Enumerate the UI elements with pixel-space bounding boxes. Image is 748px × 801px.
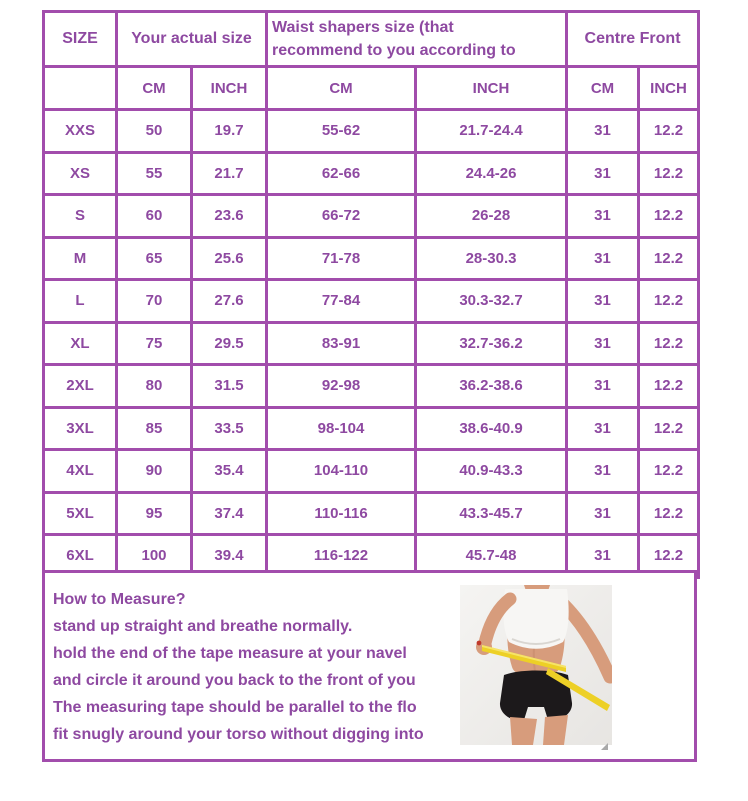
measurement-cell: 12.2	[639, 365, 699, 408]
measurement-cell: 12.2	[639, 322, 699, 365]
measurement-cell: 37.4	[192, 492, 267, 535]
measurement-cell: 12.2	[639, 407, 699, 450]
measurement-cell: 70	[117, 280, 192, 323]
measurement-cell: 75	[117, 322, 192, 365]
size-label-cell: XS	[44, 152, 117, 195]
measurement-cell: 43.3-45.7	[416, 492, 567, 535]
measure-instruction-line: stand up straight and breathe normally.	[53, 618, 353, 635]
measurement-cell: 12.2	[639, 110, 699, 153]
measurement-cell: 45.7-48	[416, 535, 567, 578]
how-to-measure-text	[53, 586, 424, 748]
measurement-cell: 95	[117, 492, 192, 535]
measurement-cell: 31	[567, 365, 639, 408]
measurement-cell: 31	[567, 535, 639, 578]
size-label-cell: S	[44, 195, 117, 238]
measurement-cell: 66-72	[267, 195, 416, 238]
header-waist-line2: recommend to you according to	[272, 42, 516, 59]
measurement-cell: 31	[567, 237, 639, 280]
measurement-cell: 31	[567, 152, 639, 195]
measurement-cell: 100	[117, 535, 192, 578]
measurement-cell: 31	[567, 322, 639, 365]
size-label-cell: XXS	[44, 110, 117, 153]
photo-corner-fold-glyph	[601, 743, 608, 750]
measurement-cell: 55-62	[267, 110, 416, 153]
measurement-cell: 90	[117, 450, 192, 493]
table-row	[44, 152, 699, 195]
measurement-cell: 35.4	[192, 450, 267, 493]
measurement-cell: 31	[567, 195, 639, 238]
table-row	[44, 280, 699, 323]
header-waist-line1: Waist shapers size (that	[272, 19, 454, 36]
measurement-cell: 36.2-38.6	[416, 365, 567, 408]
measurement-cell: 12.2	[639, 280, 699, 323]
size-chart-table	[42, 10, 700, 579]
size-label-cell: 4XL	[44, 450, 117, 493]
header-waist-cm: CM	[267, 67, 416, 110]
size-chart-header	[44, 12, 699, 110]
size-label-cell: XL	[44, 322, 117, 365]
measurement-cell: 30.3-32.7	[416, 280, 567, 323]
measurement-cell: 85	[117, 407, 192, 450]
header-row-1	[44, 12, 699, 67]
measurement-cell: 12.2	[639, 195, 699, 238]
measure-instruction-line: and circle it around you back to the front of you	[53, 672, 416, 689]
header-actual-cm: CM	[117, 67, 192, 110]
table-row	[44, 237, 699, 280]
size-label-cell: L	[44, 280, 117, 323]
measurement-cell: 32.7-36.2	[416, 322, 567, 365]
measurement-cell: 50	[117, 110, 192, 153]
measurement-cell: 28-30.3	[416, 237, 567, 280]
measurement-cell: 29.5	[192, 322, 267, 365]
waist-measurement-photo	[460, 585, 612, 745]
measurement-cell: 83-91	[267, 322, 416, 365]
measurement-cell: 31	[567, 280, 639, 323]
size-label-cell: 2XL	[44, 365, 117, 408]
measurement-cell: 62-66	[267, 152, 416, 195]
measurement-cell: 98-104	[267, 407, 416, 450]
table-row	[44, 110, 699, 153]
measurement-cell: 77-84	[267, 280, 416, 323]
header-waist-shapers	[267, 12, 567, 67]
measurement-cell: 104-110	[267, 450, 416, 493]
measurement-cell: 21.7-24.4	[416, 110, 567, 153]
measurement-cell: 31	[567, 110, 639, 153]
table-row	[44, 450, 699, 493]
measurement-cell: 23.6	[192, 195, 267, 238]
table-row	[44, 407, 699, 450]
measurement-cell: 116-122	[267, 535, 416, 578]
how-to-measure-box	[42, 570, 697, 762]
measurement-cell: 60	[117, 195, 192, 238]
measurement-cell: 24.4-26	[416, 152, 567, 195]
measure-instruction-line: The measuring tape should be parallel to the flo	[53, 699, 417, 716]
measurement-cell: 27.6	[192, 280, 267, 323]
measurement-cell: 26-28	[416, 195, 567, 238]
table-row	[44, 365, 699, 408]
measurement-cell: 31	[567, 450, 639, 493]
header-actual-inch: INCH	[192, 67, 267, 110]
header-row-2	[44, 67, 699, 110]
measurement-cell: 40.9-43.3	[416, 450, 567, 493]
measurement-cell: 12.2	[639, 492, 699, 535]
measurement-cell: 55	[117, 152, 192, 195]
measurement-cell: 39.4	[192, 535, 267, 578]
header-blank-cell	[44, 67, 117, 110]
header-centre-cm: CM	[567, 67, 639, 110]
measurement-cell: 25.6	[192, 237, 267, 280]
size-label-cell: 6XL	[44, 535, 117, 578]
measurement-cell: 80	[117, 365, 192, 408]
measurement-cell: 31.5	[192, 365, 267, 408]
measurement-cell: 19.7	[192, 110, 267, 153]
measurement-cell: 33.5	[192, 407, 267, 450]
table-row	[44, 195, 699, 238]
header-centre-front: Centre Front	[567, 12, 699, 67]
measurement-cell: 92-98	[267, 365, 416, 408]
measure-instruction-line: fit snugly around your torso without digging into	[53, 726, 424, 743]
header-waist-inch: INCH	[416, 67, 567, 110]
measurement-cell: 110-116	[267, 492, 416, 535]
measurement-cell: 38.6-40.9	[416, 407, 567, 450]
size-table-body	[44, 110, 699, 578]
measurement-cell: 21.7	[192, 152, 267, 195]
measurement-cell: 12.2	[639, 152, 699, 195]
measurement-cell: 65	[117, 237, 192, 280]
size-label-cell: M	[44, 237, 117, 280]
size-label-cell: 5XL	[44, 492, 117, 535]
table-row	[44, 322, 699, 365]
measurement-cell: 12.2	[639, 450, 699, 493]
table-row	[44, 492, 699, 535]
measurement-cell: 12.2	[639, 535, 699, 578]
size-label-cell: 3XL	[44, 407, 117, 450]
measurement-cell: 12.2	[639, 237, 699, 280]
measurement-cell: 71-78	[267, 237, 416, 280]
how-to-measure-title: How to Measure?	[53, 591, 186, 608]
header-centre-inch: INCH	[639, 67, 699, 110]
measurement-cell: 31	[567, 407, 639, 450]
waist-measurement-illustration	[460, 585, 612, 745]
measure-instruction-line: hold the end of the tape measure at your navel	[53, 645, 407, 662]
header-actual-size: Your actual size	[117, 12, 267, 67]
header-size: SIZE	[44, 12, 117, 67]
measurement-cell: 31	[567, 492, 639, 535]
